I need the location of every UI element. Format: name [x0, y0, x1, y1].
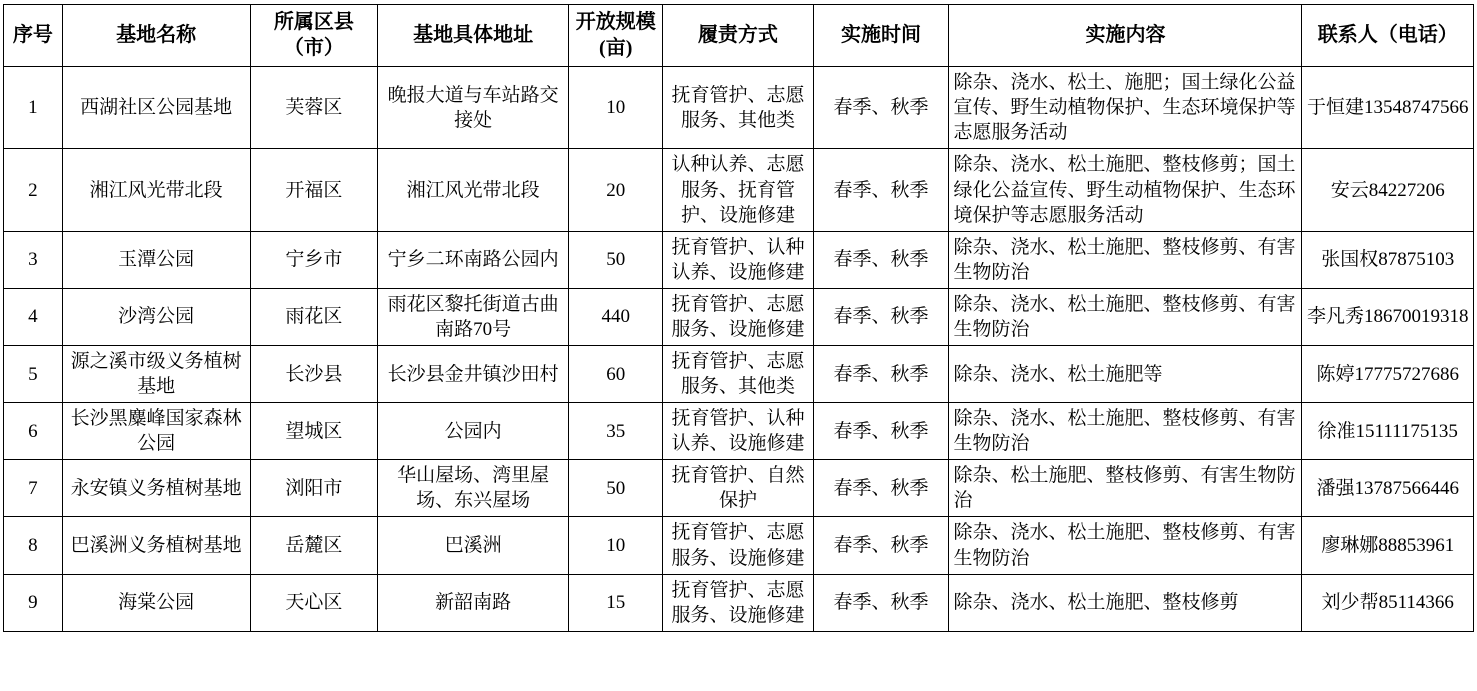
cell-duty-type: 抚育管护、志愿服务、设施修建	[663, 288, 813, 345]
cell-index: 6	[4, 403, 63, 460]
cell-base-name: 玉潭公园	[62, 231, 250, 288]
cell-base-name: 西湖社区公园基地	[62, 67, 250, 149]
cell-time: 春季、秋季	[813, 460, 949, 517]
cell-district: 岳麓区	[250, 517, 378, 574]
cell-contact: 安云84227206	[1302, 149, 1474, 231]
cell-content: 除杂、浇水、松土施肥、整枝修剪、有害生物防治	[949, 517, 1302, 574]
cell-content: 除杂、浇水、松土施肥等	[949, 345, 1302, 402]
cell-index: 1	[4, 67, 63, 149]
cell-content: 除杂、浇水、松土、施肥；国土绿化公益宣传、野生动植物保护、生态环境保护等志愿服务活动	[949, 67, 1302, 149]
table-row	[4, 517, 1474, 574]
cell-address: 宁乡二环南路公园内	[378, 231, 569, 288]
table-row	[4, 403, 1474, 460]
cell-base-name: 巴溪洲义务植树基地	[62, 517, 250, 574]
cell-address: 雨花区黎托街道古曲南路70号	[378, 288, 569, 345]
cell-index: 4	[4, 288, 63, 345]
column-header-time: 实施时间	[813, 5, 949, 67]
cell-duty-type: 认种认养、志愿服务、抚育管护、设施修建	[663, 149, 813, 231]
cell-address: 公园内	[378, 403, 569, 460]
cell-index: 8	[4, 517, 63, 574]
cell-base-name: 长沙黑麋峰国家森林公园	[62, 403, 250, 460]
table-row	[4, 460, 1474, 517]
column-header-base-name: 基地名称	[62, 5, 250, 67]
cell-contact: 陈婷17775727686	[1302, 345, 1474, 402]
cell-address: 湘江风光带北段	[378, 149, 569, 231]
table-row	[4, 288, 1474, 345]
cell-contact: 李凡秀18670019318	[1302, 288, 1474, 345]
cell-address: 华山屋场、湾里屋场、东兴屋场	[378, 460, 569, 517]
table-row	[4, 149, 1474, 231]
cell-duty-type: 抚育管护、志愿服务、设施修建	[663, 574, 813, 631]
cell-district: 宁乡市	[250, 231, 378, 288]
cell-time: 春季、秋季	[813, 517, 949, 574]
cell-index: 7	[4, 460, 63, 517]
cell-district: 天心区	[250, 574, 378, 631]
table-row	[4, 345, 1474, 402]
cell-index: 9	[4, 574, 63, 631]
cell-base-name: 源之溪市级义务植树基地	[62, 345, 250, 402]
column-header-scale: 开放规模(亩)	[569, 5, 663, 67]
cell-district: 长沙县	[250, 345, 378, 402]
cell-contact: 张国权87875103	[1302, 231, 1474, 288]
cell-contact: 廖琳娜88853961	[1302, 517, 1474, 574]
cell-contact: 徐准15111175135	[1302, 403, 1474, 460]
cell-duty-type: 抚育管护、认种认养、设施修建	[663, 403, 813, 460]
cell-duty-type: 抚育管护、认种认养、设施修建	[663, 231, 813, 288]
cell-district: 望城区	[250, 403, 378, 460]
cell-time: 春季、秋季	[813, 345, 949, 402]
cell-address: 新韶南路	[378, 574, 569, 631]
cell-content: 除杂、浇水、松土施肥、整枝修剪、有害生物防治	[949, 231, 1302, 288]
cell-contact: 刘少帮85114366	[1302, 574, 1474, 631]
cell-time: 春季、秋季	[813, 231, 949, 288]
cell-scale: 35	[569, 403, 663, 460]
cell-content: 除杂、松土施肥、整枝修剪、有害生物防治	[949, 460, 1302, 517]
cell-scale: 10	[569, 517, 663, 574]
cell-scale: 440	[569, 288, 663, 345]
cell-index: 3	[4, 231, 63, 288]
cell-district: 雨花区	[250, 288, 378, 345]
volunteer-tree-planting-base-table	[3, 4, 1474, 632]
cell-district: 浏阳市	[250, 460, 378, 517]
column-header-content: 实施内容	[949, 5, 1302, 67]
cell-duty-type: 抚育管护、志愿服务、其他类	[663, 67, 813, 149]
cell-contact: 潘强13787566446	[1302, 460, 1474, 517]
table-header-row	[4, 5, 1474, 67]
table-row	[4, 67, 1474, 149]
cell-content: 除杂、浇水、松土施肥、整枝修剪；国土绿化公益宣传、野生动植物保护、生态环境保护等志愿服务活动	[949, 149, 1302, 231]
table-row	[4, 574, 1474, 631]
table-row	[4, 231, 1474, 288]
cell-address: 晚报大道与车站路交接处	[378, 67, 569, 149]
cell-duty-type: 抚育管护、志愿服务、设施修建	[663, 517, 813, 574]
column-header-duty-type: 履责方式	[663, 5, 813, 67]
column-header-address: 基地具体地址	[378, 5, 569, 67]
cell-scale: 20	[569, 149, 663, 231]
cell-address: 巴溪洲	[378, 517, 569, 574]
cell-content: 除杂、浇水、松土施肥、整枝修剪	[949, 574, 1302, 631]
cell-base-name: 沙湾公园	[62, 288, 250, 345]
cell-time: 春季、秋季	[813, 149, 949, 231]
cell-content: 除杂、浇水、松土施肥、整枝修剪、有害生物防治	[949, 403, 1302, 460]
cell-base-name: 湘江风光带北段	[62, 149, 250, 231]
column-header-contact: 联系人（电话）	[1302, 5, 1474, 67]
cell-district: 芙蓉区	[250, 67, 378, 149]
cell-scale: 15	[569, 574, 663, 631]
cell-time: 春季、秋季	[813, 67, 949, 149]
column-header-index: 序号	[4, 5, 63, 67]
cell-index: 2	[4, 149, 63, 231]
cell-duty-type: 抚育管护、自然保护	[663, 460, 813, 517]
cell-scale: 50	[569, 460, 663, 517]
cell-duty-type: 抚育管护、志愿服务、其他类	[663, 345, 813, 402]
cell-contact: 于恒建13548747566	[1302, 67, 1474, 149]
cell-time: 春季、秋季	[813, 403, 949, 460]
cell-district: 开福区	[250, 149, 378, 231]
cell-time: 春季、秋季	[813, 288, 949, 345]
cell-scale: 10	[569, 67, 663, 149]
cell-base-name: 永安镇义务植树基地	[62, 460, 250, 517]
column-header-district: 所属区县（市）	[250, 5, 378, 67]
cell-scale: 50	[569, 231, 663, 288]
cell-index: 5	[4, 345, 63, 402]
cell-time: 春季、秋季	[813, 574, 949, 631]
cell-scale: 60	[569, 345, 663, 402]
cell-content: 除杂、浇水、松土施肥、整枝修剪、有害生物防治	[949, 288, 1302, 345]
cell-address: 长沙县金井镇沙田村	[378, 345, 569, 402]
cell-base-name: 海棠公园	[62, 574, 250, 631]
